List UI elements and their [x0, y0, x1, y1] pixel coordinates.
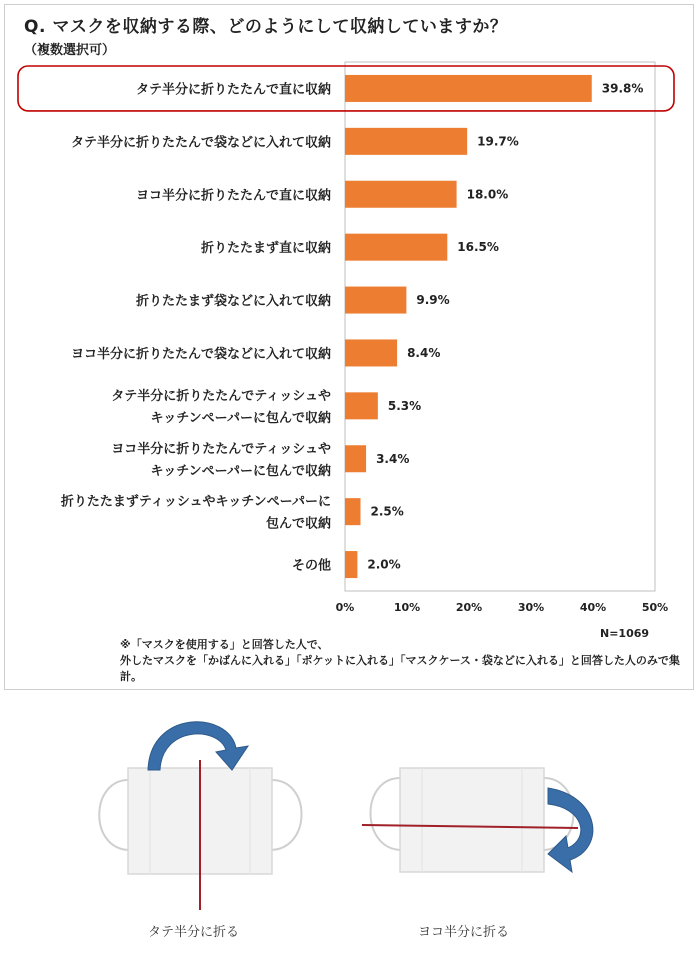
data-label: 18.0%	[466, 187, 509, 202]
category-label: 折りたたまず直に収納	[200, 241, 331, 257]
mask-icon	[371, 768, 574, 872]
category-label: キッチンペーパーに包んで収納	[150, 463, 331, 479]
footnote-line-1: ※「マスクを使用する」と回答した人で、	[120, 638, 329, 651]
fold-arrow-icon	[148, 722, 248, 770]
caption-horizontal-fold: ヨコ半分に折る	[418, 925, 510, 940]
data-label: 2.0%	[367, 557, 401, 572]
category-label: 折りたたまずティッシュやキッチンペーパーに	[60, 494, 331, 510]
category-label: 包んで収納	[265, 516, 331, 532]
data-label: 9.9%	[416, 293, 450, 308]
bar	[345, 498, 361, 525]
caption-vertical-fold: タテ半分に折る	[148, 925, 240, 940]
data-label: 39.8%	[601, 81, 644, 96]
data-label: 8.4%	[407, 345, 441, 360]
data-label: 16.5%	[457, 240, 499, 255]
x-tick-label: 40%	[579, 601, 607, 614]
category-label: 折りたたまず袋などに入れて収納	[135, 294, 331, 310]
bar	[345, 551, 357, 578]
bar	[345, 339, 397, 366]
data-label: 3.4%	[376, 451, 410, 466]
data-label: 2.5%	[370, 504, 404, 519]
bar	[345, 445, 366, 472]
category-label: ヨコ半分に折りたたんでティッシュや	[111, 441, 331, 457]
bar	[345, 392, 378, 419]
category-label: その他	[291, 558, 331, 574]
chart-subtitle: （複数選択可）	[24, 43, 116, 58]
bar	[345, 234, 447, 261]
footnote-line-2: 外したマスクを「かばんに入れる」「ポケットに入れる」「マスクケース・袋などに入れる」と回答した人のみで集計。	[120, 654, 680, 683]
x-tick-label: 10%	[393, 601, 421, 614]
category-label: キッチンペーパーに包んで収納	[150, 410, 331, 426]
data-label: 5.3%	[387, 398, 422, 413]
x-tick-label: 20%	[455, 601, 483, 614]
bar	[345, 287, 406, 314]
x-tick-label: 50%	[641, 601, 669, 614]
x-tick-label: 30%	[517, 601, 545, 614]
bar	[345, 128, 467, 155]
category-label: タテ半分に折りたたんで直に収納	[135, 82, 331, 98]
chart-title: Q. マスクを収納する際、どのようにして収納していますか？	[24, 17, 508, 37]
bar	[345, 181, 457, 208]
x-tick-label: 0%	[335, 601, 355, 614]
bar	[345, 75, 592, 102]
sample-size: N=1069	[600, 627, 650, 640]
category-label: タテ半分に折りたたんで袋などに入れて収納	[70, 135, 331, 151]
fold-illustration	[0, 700, 700, 920]
category-label: ヨコ半分に折りたたんで直に収納	[135, 188, 331, 204]
category-label: ヨコ半分に折りたたんで袋などに入れて収納	[70, 346, 331, 362]
category-label: タテ半分に折りたたんでティッシュや	[111, 388, 331, 404]
data-label: 19.7%	[477, 134, 519, 149]
